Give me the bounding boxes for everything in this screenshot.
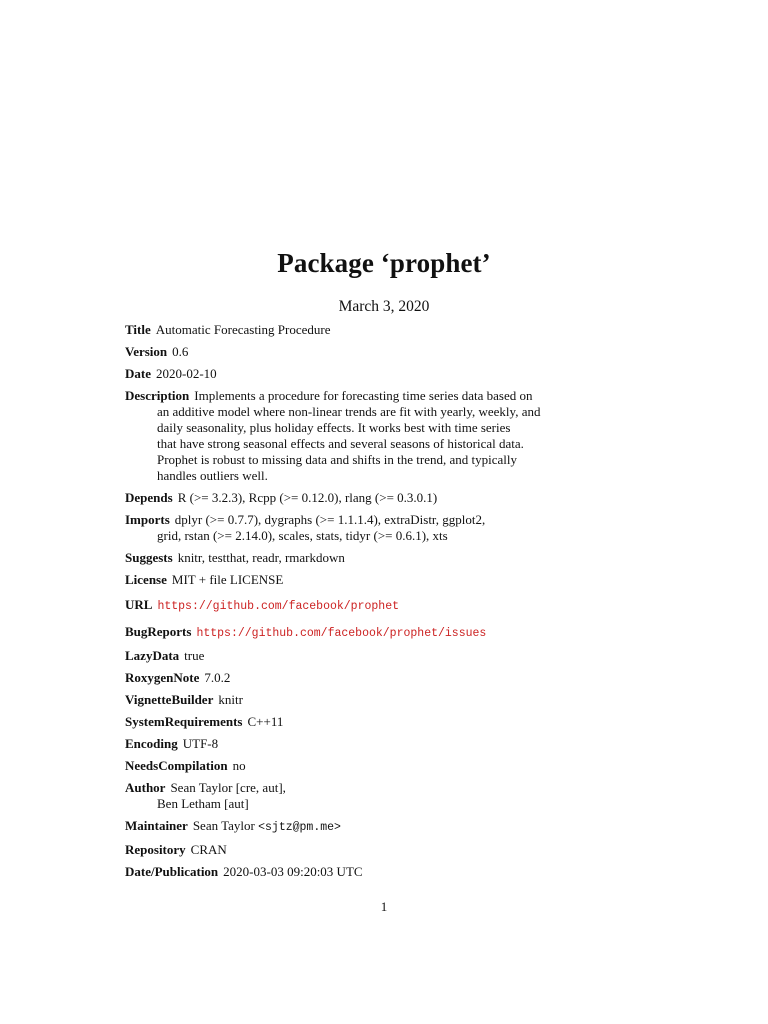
field-value: 7.0.2 (204, 670, 231, 685)
description-line-3: daily seasonality, plus holiday effects. It works best with time series (157, 420, 511, 435)
field-depends (125, 490, 545, 506)
field-description (125, 388, 545, 484)
description-line-5: Prophet is robust to missing data and shifts in the trend, and typically (157, 452, 517, 467)
field-key: Maintainer (125, 818, 188, 833)
field-needscompilation (125, 758, 545, 774)
field-vignettebuilder (125, 692, 545, 708)
maintainer-name: Sean Taylor (192, 818, 255, 833)
imports-line-1: Imports dplyr (>= 0.7.7), dygraphs (>= 1.1.1.4), extraDistr, ggplot2, (125, 512, 486, 527)
field-key: Encoding (125, 736, 178, 751)
field-value: knitr (218, 692, 243, 707)
document-date: March 3, 2020 (338, 298, 430, 315)
field-key: LazyData (125, 648, 180, 663)
field-value: R (>= 3.2.3), Rcpp (>= 0.12.0), rlang (>= 0.3.0.1) (177, 490, 438, 505)
field-suggests (125, 550, 545, 566)
field-imports (125, 512, 545, 544)
description-line-4: that have strong seasonal effects and several seasons of historical data. (157, 436, 524, 451)
document-title: Package ‘prophet’ (277, 248, 491, 278)
field-value: CRAN (190, 842, 227, 857)
field-key: Depends (125, 490, 173, 505)
field-bugreports (125, 624, 545, 642)
field-key: BugReports (125, 624, 192, 639)
url-link[interactable]: https://github.com/facebook/prophet (157, 600, 399, 613)
bugreports-link[interactable]: https://github.com/facebook/prophet/issues (196, 627, 487, 640)
field-author (125, 780, 545, 812)
field-title (125, 322, 545, 338)
field-repository (125, 842, 545, 858)
author-line-1: Author Sean Taylor [cre, aut], (125, 780, 286, 795)
field-key: License (125, 572, 167, 587)
field-key: Title (125, 322, 151, 337)
field-key: RoxygenNote (125, 670, 200, 685)
field-key: Suggests (125, 550, 173, 565)
field-key: Date (125, 366, 151, 381)
description-line-6: handles outliers well. (157, 468, 268, 483)
field-key: Version (125, 344, 168, 359)
description-line-2: an additive model where non-linear trends are fit with yearly, weekly, and (157, 404, 541, 419)
field-value: 2020-03-03 09:20:03 UTC (223, 864, 363, 879)
field-value: true (184, 648, 205, 663)
field-license (125, 572, 545, 588)
field-encoding (125, 736, 545, 752)
field-key: Imports (125, 512, 170, 527)
field-value: UTF-8 (182, 736, 219, 751)
maintainer-email: <sjtz@pm.me> (258, 821, 341, 834)
field-value: 0.6 (172, 344, 189, 359)
field-key: VignetteBuilder (125, 692, 214, 707)
field-datepublication (125, 864, 545, 880)
field-key: Repository (125, 842, 186, 857)
field-key: Author (125, 780, 166, 795)
field-value: no (232, 758, 246, 773)
field-version (125, 344, 545, 360)
field-roxygennote (125, 670, 545, 686)
field-value: C++11 (247, 714, 284, 729)
author-line-2: Ben Letham [aut] (157, 796, 249, 811)
field-value: knitr, testthat, readr, rmarkdown (177, 550, 345, 565)
package-fields (125, 322, 545, 886)
field-value: 2020-02-10 (156, 366, 217, 381)
field-date (125, 366, 545, 382)
imports-line-2: grid, rstan (>= 2.14.0), scales, stats, tidyr (>= 0.6.1), xts (157, 528, 448, 543)
field-systemrequirements (125, 714, 545, 730)
field-key: NeedsCompilation (125, 758, 228, 773)
field-key: SystemRequirements (125, 714, 243, 729)
field-lazydata (125, 648, 545, 664)
field-value: Automatic Forecasting Procedure (155, 322, 331, 337)
field-maintainer (125, 818, 545, 836)
description-line-1: Description Implements a procedure for forecasting time series data based on (125, 388, 533, 403)
field-value: MIT + file LICENSE (171, 572, 284, 587)
page-number: 1 (380, 899, 388, 914)
field-key: Description (125, 388, 190, 403)
field-key: URL (125, 597, 153, 612)
field-url (125, 597, 545, 615)
field-key: Date/Publication (125, 864, 219, 879)
